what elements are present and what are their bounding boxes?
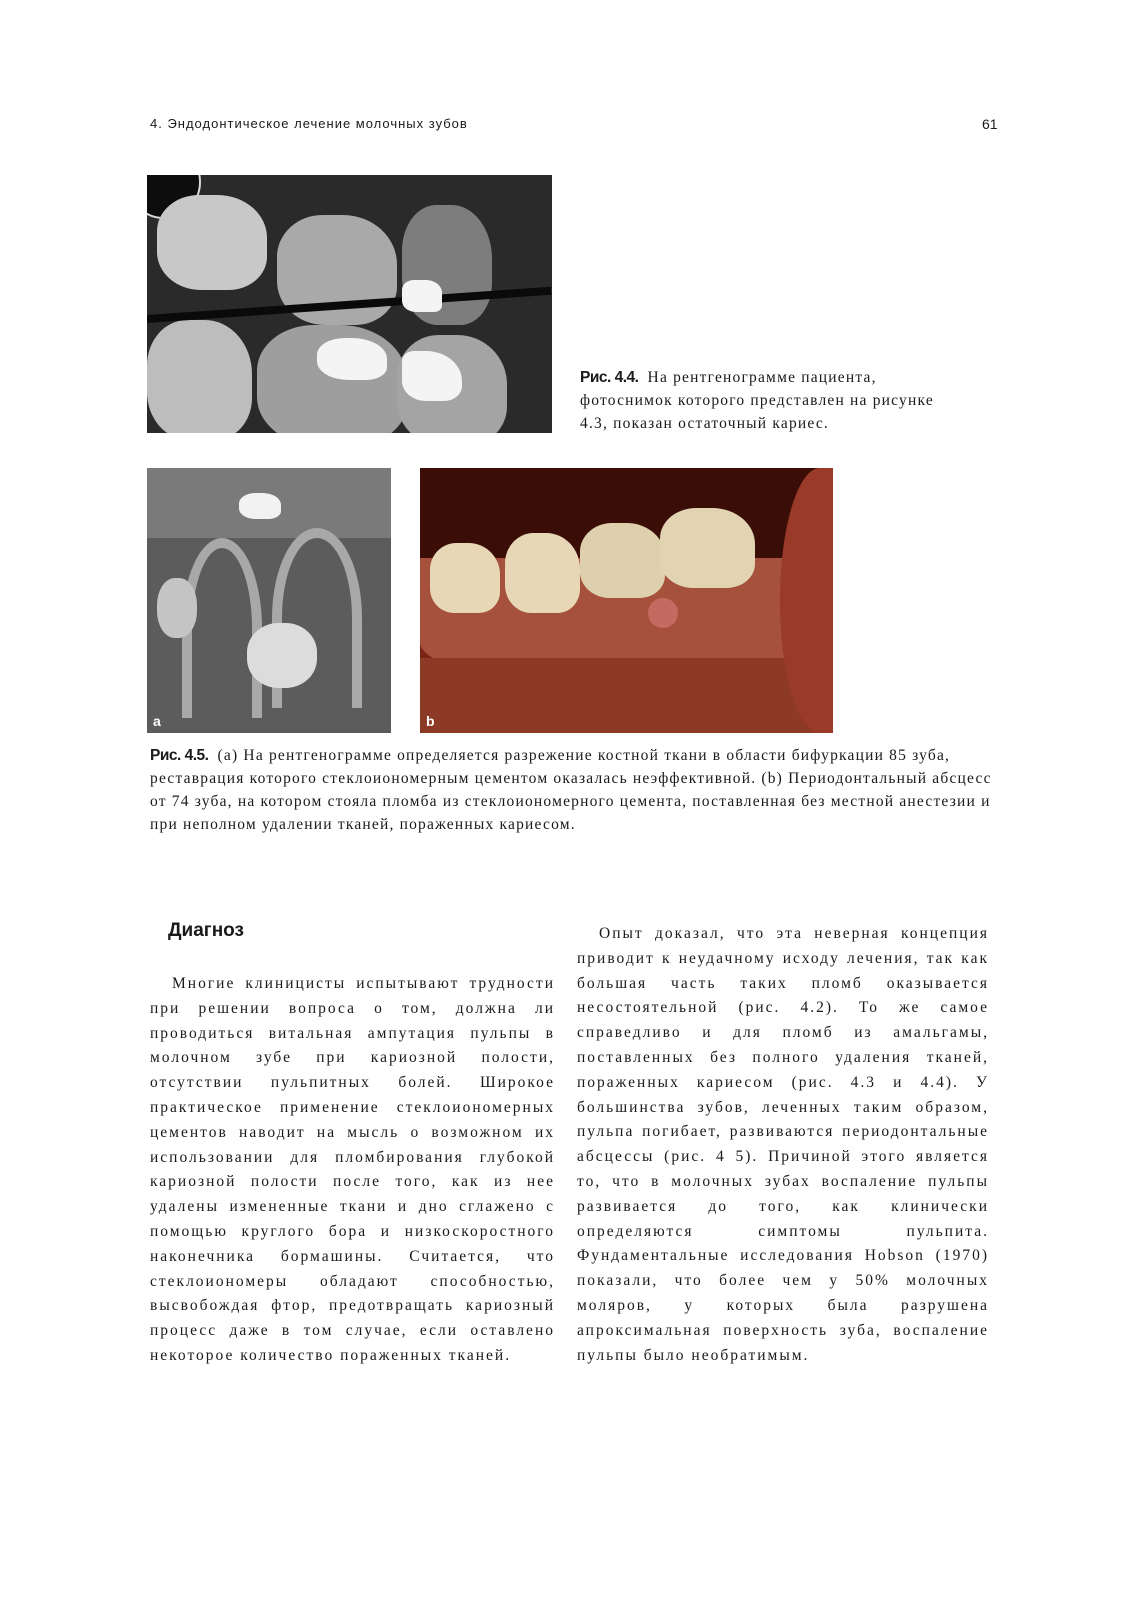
caption-text: На рентгенограмме пациента, фотоснимок которого представлен на рисунке 4.3, показан остаточный кариес. <box>580 369 934 432</box>
section-heading: Диагноз <box>168 920 244 941</box>
mucosa <box>420 658 833 733</box>
tooth-germ <box>157 578 197 638</box>
tooth <box>660 508 755 588</box>
tooth <box>505 533 580 613</box>
body-column-left: Многие клиницисты испытывают трудности при решении вопроса о том, должна ли проводиться витальная ампутация пульпы в молочном зубе при кариозной полости, отсутствии пульпитных болей. Широкое практическое применение стеклоиономерных цементов наводит на мысль о возможном их использовании для пломбирования глубокой кариозной полости после того, как из нее удалены измененные ткани и дно сглажено с помощью круглого бора и низкоскоростного наконечника бормашины. Считается, что стеклоиономеры обладают способностью, высвобождая фтор, предотвращать кариозный процесс даже в том случае, если оставлено некоторое количество пораженных тканей. <box>150 975 555 1364</box>
figure-4-4-xray <box>147 175 552 433</box>
tooth <box>580 523 665 598</box>
filling <box>317 338 387 380</box>
running-head: 4. Эндодонтическое лечение молочных зубов <box>150 116 468 131</box>
tooth-root <box>182 538 262 718</box>
tooth-crown <box>147 320 252 433</box>
figure-4-5a-xray <box>147 468 391 733</box>
figure-4-4-caption <box>580 366 960 435</box>
tooth-crown <box>157 195 267 290</box>
tooth-germ <box>247 623 317 688</box>
tooth <box>430 543 500 613</box>
figure-4-5b-photo <box>420 468 833 733</box>
filling <box>239 493 281 519</box>
filling <box>402 280 442 312</box>
panel-letter-b: b <box>426 713 435 729</box>
body-column-right: Опыт доказал, что эта неверная концепция приводит к неудачному исходу лечения, так как большая часть таких пломб оказывается несостоятельной (рис. 4.2). То же самое справедливо и для пломб из амальгамы, поставленных без полного удаления тканей, пораженных кариесом (рис. 4.3 и 4.4). У большинства зубов, леченных таким образом, пульпа погибает, развиваются периодонтальные абсцессы (рис. 4 5). Причиной этого является то, что в молочных зубах воспаление пульпы развивается до того, как клинически определяются симптомы пульпита. Фундаментальные исследования Hobson (1970) показали, что более чем у 50% молочных моляров, у которых была разрушена апроксимальная поверхность зуба, воспаление пульпы было необратимым. <box>577 925 989 1364</box>
figure-4-5-caption <box>150 744 995 836</box>
caption-text: (а) На рентгенограмме определяется разрежение костной ткани в области бифуркации 85 зуба, реставрация которого стеклоиономерным цементом оказалась неэффективной. (b) Периодонтальный абсцесс от 74 зуба, на котором стояла пломба из стеклоиономерного цемента, поставленная без местной анестезии и при неполном удалении тканей, пораженных кариесом. <box>150 747 992 833</box>
figure-label: Рис. 4.5. <box>150 747 209 764</box>
page-number: 61 <box>982 116 998 132</box>
panel-letter-a: a <box>153 713 161 729</box>
abscess <box>648 598 678 628</box>
figure-label: Рис. 4.4. <box>580 369 639 386</box>
